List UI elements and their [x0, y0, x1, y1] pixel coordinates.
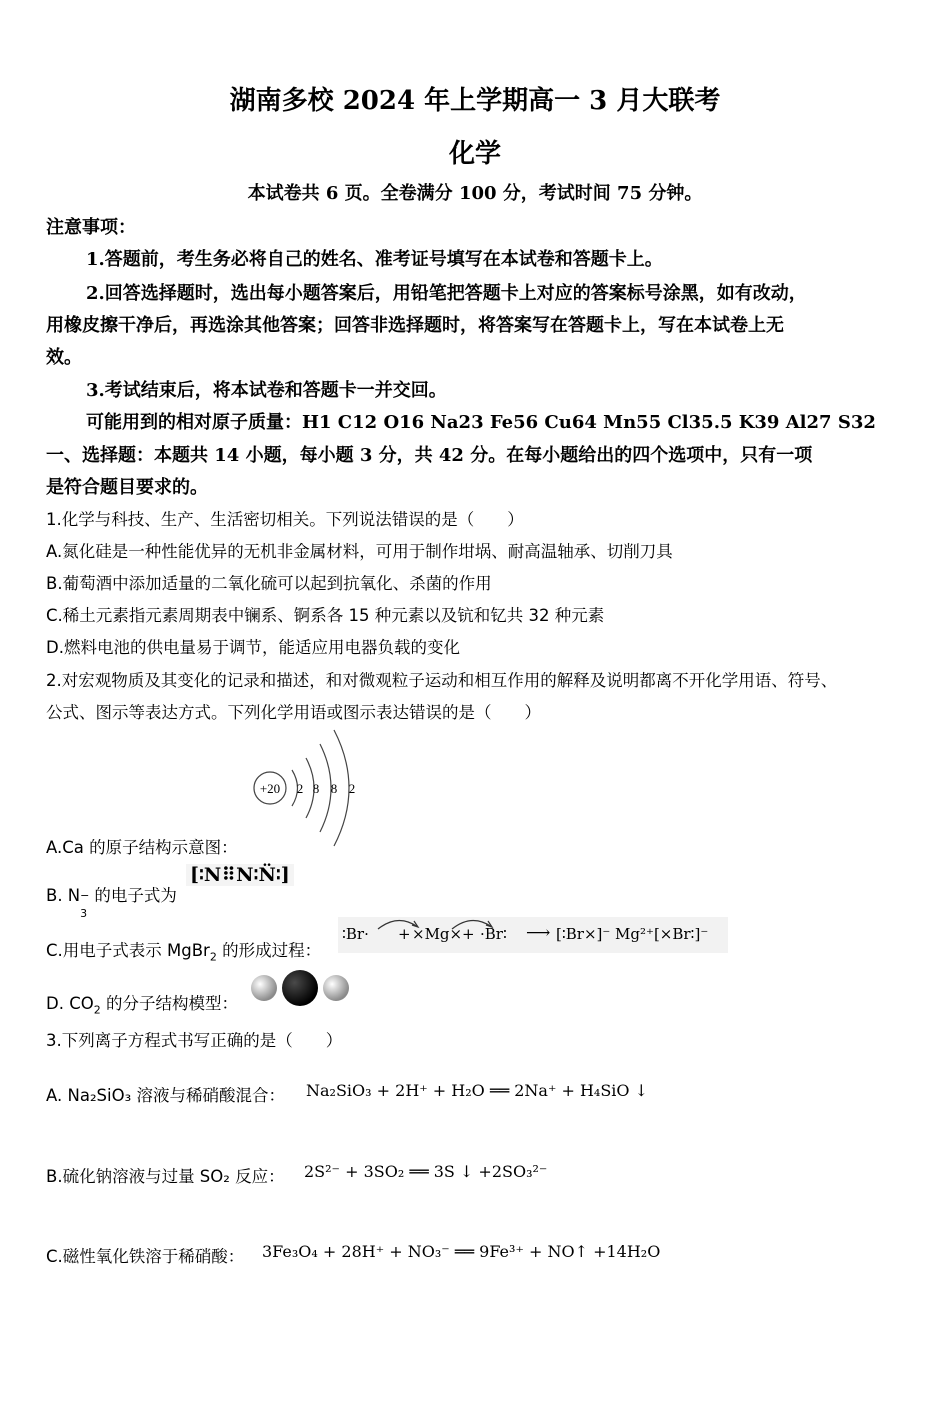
carbon-atom: [282, 970, 318, 1006]
shell-electron-count-1: 2: [296, 781, 304, 796]
shell-arc-3: [320, 744, 331, 832]
note-2-line-1: 2.回答选择题时，选出每小题答案后，用铅笔把答题卡上对应的答案标号涂黑，如有改动，: [86, 283, 807, 304]
note-2-line-3: 效。: [46, 347, 82, 368]
q2-c-subscript: 2: [209, 950, 217, 964]
q1-stem: 1.化学与科技、生产、生活密切相关。下列说法错误的是（ ）: [46, 510, 524, 529]
mg-atom: ×Mg×: [412, 925, 463, 943]
q2-option-d-label: [46, 990, 238, 1016]
section-1-line-2: 是符合题目要求的。: [46, 477, 208, 498]
q2-d-prefix: D. CO: [46, 994, 94, 1013]
exam-title: 湖南多校 2024 年上学期高一 3 月大联考: [229, 86, 721, 116]
exam-meta: 本试卷共 6 页。全卷满分 100 分，考试时间 75 分钟。: [247, 183, 703, 204]
q2-stem-line-1: 2.对宏观物质及其变化的记录和描述，和对微观粒子运动和相互作用的解释及说明都离不开化学用语、符号、: [46, 671, 838, 690]
q2-b-subscript: 3: [80, 907, 88, 920]
q1-option-b: B.葡萄酒中添加适量的二氧化硫可以起到抗氧化、杀菌的作用: [46, 574, 492, 593]
plus-sign-1: +: [398, 925, 411, 943]
nucleus-label: +20: [259, 781, 281, 796]
note-3: 3.考试结束后，将本试卷和答题卡一并交回。: [86, 380, 447, 401]
q1-option-c: C.稀土元素指元素周期表中镧系、锕系各 15 种元素以及钪和钇共 32 种元素: [46, 606, 605, 625]
q3-option-b-equation: 2S²⁻ + 3SO₂ ══ 3S ↓ +2SO₃²⁻: [304, 1162, 548, 1181]
section-1-line-1: 一、选择题：本题共 14 小题，每小题 3 分，共 42 分。在每小题给出的四个选项中，只有一项: [46, 445, 813, 466]
q2-c-prefix: C.用电子式表示 MgBr: [46, 941, 210, 960]
br-right: ·Br∶: [480, 925, 507, 943]
q2-stem-line-2: 公式、图示等表达方式。下列化学用语或图示表达错误的是（ ）: [46, 703, 541, 722]
ca-atom-structure-diagram: [248, 724, 368, 848]
co2-molecule-model-icon: [248, 970, 352, 1006]
br-left: ∶Br·: [342, 925, 369, 943]
shell-electron-count-3: 8: [330, 781, 338, 796]
q3-option-a-equation: Na₂SiO₃ + 2H⁺ + H₂O ══ 2Na⁺ + H₄SiO ↓: [306, 1081, 649, 1100]
shell-electron-count-2: 8: [312, 781, 320, 796]
q3-option-c-equation: 3Fe₃O₄ + 28H⁺ + NO₃⁻ ══ 9Fe³⁺ + NO↑ +14H₂O: [262, 1242, 661, 1261]
note-2-line-2: 用橡皮擦干净后，再选涂其他答案；回答非选择题时，将答案写在答题卡上，写在本试卷上无: [46, 315, 784, 336]
q2-d-subscript: 2: [93, 1003, 101, 1017]
q1-option-a: A.氮化硅是一种性能优异的无机非金属材料，可用于制作坩埚、耐高温轴承、切削刀具: [46, 542, 673, 561]
q3-option-c-label: C.磁性氧化铁溶于稀硝酸：: [46, 1247, 245, 1266]
q3-stem: 3.下列离子方程式书写正确的是（ ）: [46, 1031, 343, 1050]
subject-title: 化学: [448, 139, 501, 169]
reaction-arrow: ⟶: [526, 923, 551, 943]
oxygen-atom-right: [323, 975, 349, 1001]
q2-option-b-label: [46, 882, 177, 920]
q2-option-a-label: A.Ca 的原子结构示意图：: [46, 838, 238, 857]
q2-b-prefix: B. N: [46, 886, 81, 905]
q3-option-a-label: A. Na₂SiO₃ 溶液与稀硝酸混合：: [46, 1086, 285, 1105]
oxygen-atom-left: [251, 975, 277, 1001]
q3-option-b-label: B.硫化钠溶液与过量 SO₂ 反应：: [46, 1167, 285, 1186]
mgbr2-formation-image: [338, 917, 728, 953]
plus-sign-2: +: [462, 925, 475, 943]
atomic-masses: 可能用到的相对原子质量：H1 C12 O16 Na23 Fe56 Cu64 Mn55 Cl35.5 K39 Al27 S32: [86, 412, 876, 433]
q2-b-suffix: 的电子式为: [89, 886, 177, 905]
q1-option-d: D.燃料电池的供电量易于调节，能适应用电器负载的变化: [46, 638, 460, 657]
shell-electron-count-4: 2: [348, 781, 356, 796]
q2-d-suffix: 的分子结构模型：: [100, 994, 238, 1013]
azide-electron-formula: [∶N⠿N∶N̈∶]: [186, 864, 294, 886]
q2-option-c-label: [46, 937, 321, 963]
mgbr2-product: [∶Br×]⁻ Mg²⁺[×Br∶]⁻: [556, 925, 709, 943]
q2-c-suffix: 的形成过程：: [216, 941, 322, 960]
q2-b-charge: −: [80, 889, 90, 902]
note-1: 1.答题前，考生务必将自己的姓名、准考证号填写在本试卷和答题卡上。: [86, 249, 663, 270]
notes-heading: 注意事项：: [46, 217, 136, 238]
